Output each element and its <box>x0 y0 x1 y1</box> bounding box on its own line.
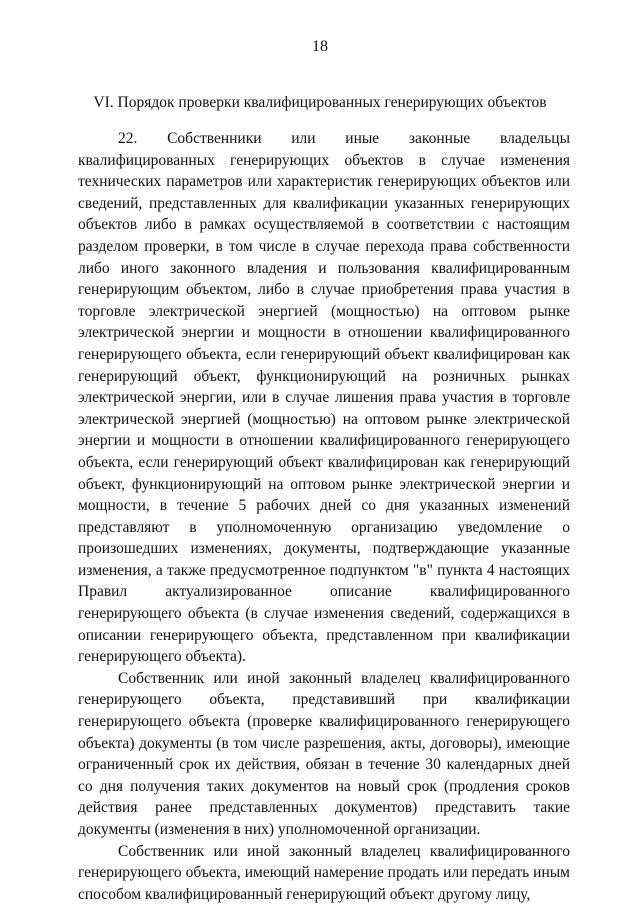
page-number: 18 <box>312 38 328 55</box>
document-body <box>78 128 570 905</box>
paragraph: Собственник или иной законный владелец квалифицированного генерирующего объекта, имеющий намерение продать или передать иным способом квалифицированный генерирующий объект другому лицу, <box>78 842 570 903</box>
paragraph: 22. Собственники или иные законные владельцы квалифицированных генерирующих объектов в случае изменения технических параметров или характеристик генерирующих объектов или сведений, представленных для квалификации указанных генерирующих объектов либо в рамках осуществляемой в соответствии с настоящим разделом проверки, в том числе в случае перехода права собственности либо иного законного владения и пользования квалифицированным генерирующим объектом, либо в случае приобретения права участия в торговле электрической энергией (мощностью) на оптовом рынке электрической энергии и мощности в отношении квалифицированного генерирующего объекта, если генерирующий объект квалифицирован как генерирующий объект, функционирующий на розничных рынках электрической энергии, или в случае лишения права участия в торговле электрической энергией (мощностью) на оптовом рынке электрической энергии и мощности в отношении квалифицированного генерирующего объекта, если генерирующий объект квалифицирован как генерирующий объект, функционирующий на оптовом рынке электрической энергии и мощности, в течение 5 рабочих дней со дня указанных изменений представляют в уполномоченную организацию уведомление о произошедших изменениях, документы, подтверждающие указанные изменения, а также предусмотренное подпунктом "в" пункта 4 настоящих Правил актуализированное описание квалифицированного генерирующего объекта (в случае изменения сведений, содержащихся в описании генерирующего объекта, представленном при квалификации генерирующего объекта). <box>78 130 570 666</box>
paragraph: Собственник или иной законный владелец квалифицированного генерирующего объекта, представивший при квалификации генерирующего объекта (проверке квалифицированного генерирующего объекта) документы (в том числе разрешения, акты, договоры), имеющие ограниченный срок их действия, обязан в течение 30 календарных дней со дня получения таких документов на новый срок (продления сроков действия ранее представленных документов) представить такие документы (изменения в них) уполномоченной организации. <box>78 669 570 838</box>
section-title: VI. Порядок проверки квалифицированных генерирующих объектов <box>93 94 547 111</box>
